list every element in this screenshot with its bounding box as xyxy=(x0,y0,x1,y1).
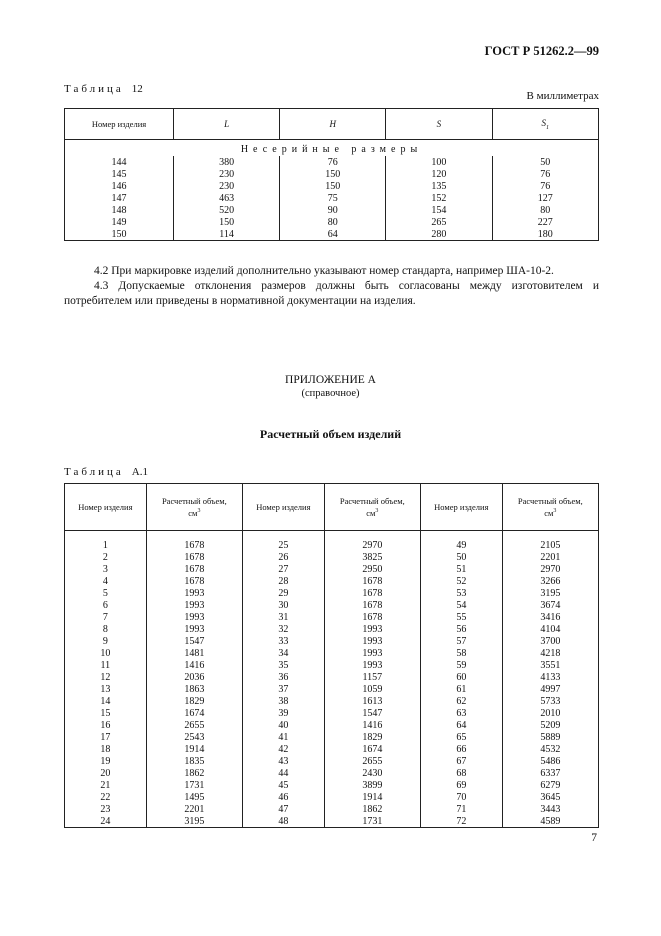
table-cell: 1678 xyxy=(324,587,420,599)
table-cell: 3674 xyxy=(502,599,598,611)
table-cell: 3645 xyxy=(502,791,598,803)
table-row xyxy=(65,719,599,731)
table-cell: 2036 xyxy=(146,671,242,683)
table-cell: 1613 xyxy=(324,695,420,707)
table-cell: 71 xyxy=(420,803,502,815)
table-cell: 3825 xyxy=(324,551,420,563)
table-row xyxy=(65,216,599,228)
table-cell: 27 xyxy=(242,563,324,575)
table-cell: 463 xyxy=(174,192,280,204)
table-cell: 1993 xyxy=(146,611,242,623)
table-cell: 8 xyxy=(65,623,147,635)
table-cell: 146 xyxy=(65,180,174,192)
table-cell: 19 xyxy=(65,755,147,767)
table-12-caption-number: 12 xyxy=(131,83,143,95)
table-cell: 60 xyxy=(420,671,502,683)
table-cell: 55 xyxy=(420,611,502,623)
table-cell: 22 xyxy=(65,791,147,803)
table-cell: 180 xyxy=(492,228,598,241)
table-cell: 68 xyxy=(420,767,502,779)
table-12-col-S1: $S_1$ xyxy=(492,109,598,140)
table-cell: 380 xyxy=(174,156,280,168)
col-volume-label: Расчетный объем, xyxy=(161,496,227,507)
table-cell: 56 xyxy=(420,623,502,635)
table-cell: 5889 xyxy=(502,731,598,743)
table-cell: 10 xyxy=(65,647,147,659)
table-cell: 25 xyxy=(242,531,324,552)
table-row xyxy=(65,551,599,563)
table-cell: 24 xyxy=(65,815,147,828)
table-cell: 7 xyxy=(65,611,147,623)
table-cell: 4133 xyxy=(502,671,598,683)
table-cell: 9 xyxy=(65,635,147,647)
table-cell: 227 xyxy=(492,216,598,228)
paragraph-4-3: 4.3 Допускаемые отклонения размеров должны быть согласованы между изготовителем и потребителем или приведены в нормативной документации на изделия. xyxy=(64,280,599,307)
table-cell: 13 xyxy=(65,683,147,695)
table-cell: 150 xyxy=(65,228,174,241)
table-cell: 1547 xyxy=(146,635,242,647)
table-cell: 2655 xyxy=(146,719,242,731)
table-row xyxy=(65,767,599,779)
table-cell: 100 xyxy=(386,156,492,168)
table-row xyxy=(65,731,599,743)
page-number: 7 xyxy=(591,832,597,844)
table-cell: 2970 xyxy=(502,563,598,575)
table-cell: 1993 xyxy=(324,647,420,659)
table-cell: 66 xyxy=(420,743,502,755)
table-row xyxy=(65,587,599,599)
table-a1-col-item-3: Номер изделия xyxy=(420,484,502,531)
col-volume-unit-exp: 3 xyxy=(375,508,379,515)
table-cell: 1993 xyxy=(324,659,420,671)
table-cell: 2201 xyxy=(146,803,242,815)
table-cell: 47 xyxy=(242,803,324,815)
table-cell: 154 xyxy=(386,204,492,216)
table-cell: 148 xyxy=(65,204,174,216)
table-cell: 1547 xyxy=(324,707,420,719)
table-cell: 75 xyxy=(280,192,386,204)
table-12-caption xyxy=(64,79,143,97)
table-cell: 150 xyxy=(280,180,386,192)
table-cell: 144 xyxy=(65,156,174,168)
table-cell: 4589 xyxy=(502,815,598,828)
table-cell: 65 xyxy=(420,731,502,743)
table-cell: 3195 xyxy=(146,815,242,828)
table-a1-col-volume-3 xyxy=(502,484,598,531)
table-cell: 51 xyxy=(420,563,502,575)
table-row xyxy=(65,168,599,180)
table-cell: 280 xyxy=(386,228,492,241)
table-cell: 21 xyxy=(65,779,147,791)
table-cell: 49 xyxy=(420,531,502,552)
table-cell: 1863 xyxy=(146,683,242,695)
col-volume-unit: см xyxy=(544,507,554,518)
table-a1-caption-word: Таблица xyxy=(64,466,124,478)
table-cell: 80 xyxy=(492,204,598,216)
table-row xyxy=(65,563,599,575)
table-cell: 4 xyxy=(65,575,147,587)
table-cell: 2105 xyxy=(502,531,598,552)
table-cell: 1416 xyxy=(324,719,420,731)
table-cell: 61 xyxy=(420,683,502,695)
table-cell: 23 xyxy=(65,803,147,815)
table-cell: 149 xyxy=(65,216,174,228)
table-cell: 2010 xyxy=(502,707,598,719)
table-a1-body xyxy=(65,531,599,828)
table-cell: 1678 xyxy=(324,599,420,611)
table-cell: 33 xyxy=(242,635,324,647)
table-cell: 80 xyxy=(280,216,386,228)
table-cell: 69 xyxy=(420,779,502,791)
table-cell: 520 xyxy=(174,204,280,216)
table-cell: 230 xyxy=(174,168,280,180)
table-cell: 1495 xyxy=(146,791,242,803)
table-cell: 26 xyxy=(242,551,324,563)
table-cell: 20 xyxy=(65,767,147,779)
table-row xyxy=(65,611,599,623)
table-12-col-H: H xyxy=(280,109,386,140)
table-cell: 50 xyxy=(492,156,598,168)
table-cell: 14 xyxy=(65,695,147,707)
table-cell: 16 xyxy=(65,719,147,731)
table-cell: 58 xyxy=(420,647,502,659)
table-cell: 2950 xyxy=(324,563,420,575)
table-cell: 1829 xyxy=(146,695,242,707)
table-cell: 42 xyxy=(242,743,324,755)
table-cell: 3416 xyxy=(502,611,598,623)
table-12-caption-word: Таблица xyxy=(64,83,124,95)
table-row xyxy=(65,659,599,671)
appendix-title: ПРИЛОЖЕНИЕ А xyxy=(285,374,376,386)
table-cell: 15 xyxy=(65,707,147,719)
table-row xyxy=(65,228,599,241)
table-cell: 1914 xyxy=(146,743,242,755)
table-a1-col-item-1: Номер изделия xyxy=(65,484,147,531)
table-12-span-label: Несерийные размеры xyxy=(65,140,599,157)
col-volume-unit-exp: 3 xyxy=(197,508,201,515)
table-cell: 62 xyxy=(420,695,502,707)
table-cell: 1993 xyxy=(324,635,420,647)
table-cell: 4104 xyxy=(502,623,598,635)
table-cell: 32 xyxy=(242,623,324,635)
table-cell: 63 xyxy=(420,707,502,719)
table-cell: 44 xyxy=(242,767,324,779)
table-cell: 52 xyxy=(420,575,502,587)
table-cell: 6 xyxy=(65,599,147,611)
table-cell: 50 xyxy=(420,551,502,563)
table-cell: 29 xyxy=(242,587,324,599)
table-row xyxy=(65,671,599,683)
table-row xyxy=(65,204,599,216)
col-volume-label: Расчетный объем, xyxy=(339,496,405,507)
table-cell: 114 xyxy=(174,228,280,241)
table-row xyxy=(65,743,599,755)
table-cell: 1678 xyxy=(146,551,242,563)
table-cell: 43 xyxy=(242,755,324,767)
appendix-heading: Расчетный объем изделий xyxy=(259,427,402,441)
table-row xyxy=(65,755,599,767)
table-cell: 1678 xyxy=(324,611,420,623)
table-cell: 11 xyxy=(65,659,147,671)
table-cell: 46 xyxy=(242,791,324,803)
table-cell: 59 xyxy=(420,659,502,671)
table-cell: 12 xyxy=(65,671,147,683)
table-cell: 6279 xyxy=(502,779,598,791)
table-12-col-S1-sub: 1 xyxy=(546,124,549,131)
table-cell: 76 xyxy=(280,156,386,168)
table-cell: 145 xyxy=(65,168,174,180)
table-cell: 3266 xyxy=(502,575,598,587)
col-volume-unit: см xyxy=(188,507,198,518)
table-12-units: В миллиметрах xyxy=(526,90,599,102)
table-cell: 3 xyxy=(65,563,147,575)
table-cell: 1481 xyxy=(146,647,242,659)
table-cell: 54 xyxy=(420,599,502,611)
table-row xyxy=(65,599,599,611)
table-cell: 30 xyxy=(242,599,324,611)
table-cell: 1 xyxy=(65,531,147,552)
table-cell: 1829 xyxy=(324,731,420,743)
table-cell: 152 xyxy=(386,192,492,204)
table-cell: 4997 xyxy=(502,683,598,695)
table-cell: 3195 xyxy=(502,587,598,599)
table-cell: 70 xyxy=(420,791,502,803)
table-cell: 2970 xyxy=(324,531,420,552)
table-cell: 1993 xyxy=(146,587,242,599)
table-a1 xyxy=(64,483,599,828)
col-volume-label: Расчетный объем, xyxy=(517,496,583,507)
table-cell: 230 xyxy=(174,180,280,192)
paragraph-4-2: 4.2 При маркировке изделий дополнительно указывают номер стандарта, например ША-10-2. xyxy=(94,265,554,277)
table-row xyxy=(65,623,599,635)
table-cell: 1678 xyxy=(146,563,242,575)
table-12-span-row xyxy=(65,140,599,157)
table-cell: 1993 xyxy=(146,623,242,635)
col-volume-unit-exp: 3 xyxy=(553,508,557,515)
col-volume-unit: см xyxy=(366,507,376,518)
table-12 xyxy=(64,108,599,241)
table-row xyxy=(65,683,599,695)
table-a1-caption-number: А.1 xyxy=(131,466,148,478)
table-cell: 72 xyxy=(420,815,502,828)
table-12-header-row xyxy=(65,109,599,140)
table-row xyxy=(65,695,599,707)
table-cell: 1862 xyxy=(324,803,420,815)
table-cell: 3551 xyxy=(502,659,598,671)
table-cell: 76 xyxy=(492,180,598,192)
table-cell: 1914 xyxy=(324,791,420,803)
table-cell: 5733 xyxy=(502,695,598,707)
table-cell: 4218 xyxy=(502,647,598,659)
table-cell: 3443 xyxy=(502,803,598,815)
table-cell: 38 xyxy=(242,695,324,707)
table-cell: 2 xyxy=(65,551,147,563)
table-cell: 1993 xyxy=(324,623,420,635)
table-a1-col-volume-2 xyxy=(324,484,420,531)
table-cell: 17 xyxy=(65,731,147,743)
table-cell: 2201 xyxy=(502,551,598,563)
table-cell: 28 xyxy=(242,575,324,587)
table-cell: 34 xyxy=(242,647,324,659)
table-row xyxy=(65,779,599,791)
table-cell: 36 xyxy=(242,671,324,683)
table-row xyxy=(65,815,599,828)
table-row xyxy=(65,707,599,719)
table-cell: 150 xyxy=(174,216,280,228)
table-cell: 37 xyxy=(242,683,324,695)
table-cell: 40 xyxy=(242,719,324,731)
table-row xyxy=(65,192,599,204)
table-row xyxy=(65,156,599,168)
table-cell: 2430 xyxy=(324,767,420,779)
table-a1-header-row xyxy=(65,484,599,531)
table-cell: 147 xyxy=(65,192,174,204)
table-cell: 5486 xyxy=(502,755,598,767)
table-cell: 1157 xyxy=(324,671,420,683)
table-12-col-L: L xyxy=(174,109,280,140)
table-cell: 1059 xyxy=(324,683,420,695)
table-12-col-S: S xyxy=(386,109,492,140)
table-cell: 1674 xyxy=(324,743,420,755)
table-cell: 4532 xyxy=(502,743,598,755)
table-row xyxy=(65,647,599,659)
table-row xyxy=(65,531,599,552)
table-a1-caption xyxy=(64,462,148,480)
table-cell: 41 xyxy=(242,731,324,743)
table-row xyxy=(65,575,599,587)
table-cell: 135 xyxy=(386,180,492,192)
table-cell: 90 xyxy=(280,204,386,216)
table-cell: 76 xyxy=(492,168,598,180)
table-a1-col-volume-1 xyxy=(146,484,242,531)
table-cell: 1416 xyxy=(146,659,242,671)
table-12-col-item: Номер изделия xyxy=(65,109,174,140)
table-cell: 265 xyxy=(386,216,492,228)
table-cell: 6337 xyxy=(502,767,598,779)
table-cell: 1835 xyxy=(146,755,242,767)
table-row xyxy=(65,635,599,647)
table-cell: 5209 xyxy=(502,719,598,731)
table-cell: 2655 xyxy=(324,755,420,767)
table-cell: 3899 xyxy=(324,779,420,791)
table-cell: 1678 xyxy=(324,575,420,587)
table-row xyxy=(65,803,599,815)
table-cell: 31 xyxy=(242,611,324,623)
table-cell: 3700 xyxy=(502,635,598,647)
table-row xyxy=(65,791,599,803)
standard-code: ГОСТ Р 51262.2—99 xyxy=(484,44,599,58)
table-row xyxy=(65,180,599,192)
table-cell: 53 xyxy=(420,587,502,599)
appendix-subtitle: (справочное) xyxy=(301,388,360,399)
table-cell: 35 xyxy=(242,659,324,671)
table-cell: 1678 xyxy=(146,531,242,552)
table-cell: 1731 xyxy=(324,815,420,828)
table-cell: 67 xyxy=(420,755,502,767)
table-cell: 2543 xyxy=(146,731,242,743)
table-cell: 1731 xyxy=(146,779,242,791)
table-cell: 127 xyxy=(492,192,598,204)
table-cell: 45 xyxy=(242,779,324,791)
table-cell: 120 xyxy=(386,168,492,180)
table-a1-col-item-2: Номер изделия xyxy=(242,484,324,531)
table-cell: 48 xyxy=(242,815,324,828)
table-cell: 18 xyxy=(65,743,147,755)
table-cell: 150 xyxy=(280,168,386,180)
table-cell: 1993 xyxy=(146,599,242,611)
table-cell: 57 xyxy=(420,635,502,647)
table-cell: 64 xyxy=(280,228,386,241)
table-12-body xyxy=(65,140,599,241)
table-cell: 39 xyxy=(242,707,324,719)
table-cell: 64 xyxy=(420,719,502,731)
table-cell: 5 xyxy=(65,587,147,599)
table-cell: 1678 xyxy=(146,575,242,587)
table-cell: 1862 xyxy=(146,767,242,779)
table-cell: 1674 xyxy=(146,707,242,719)
